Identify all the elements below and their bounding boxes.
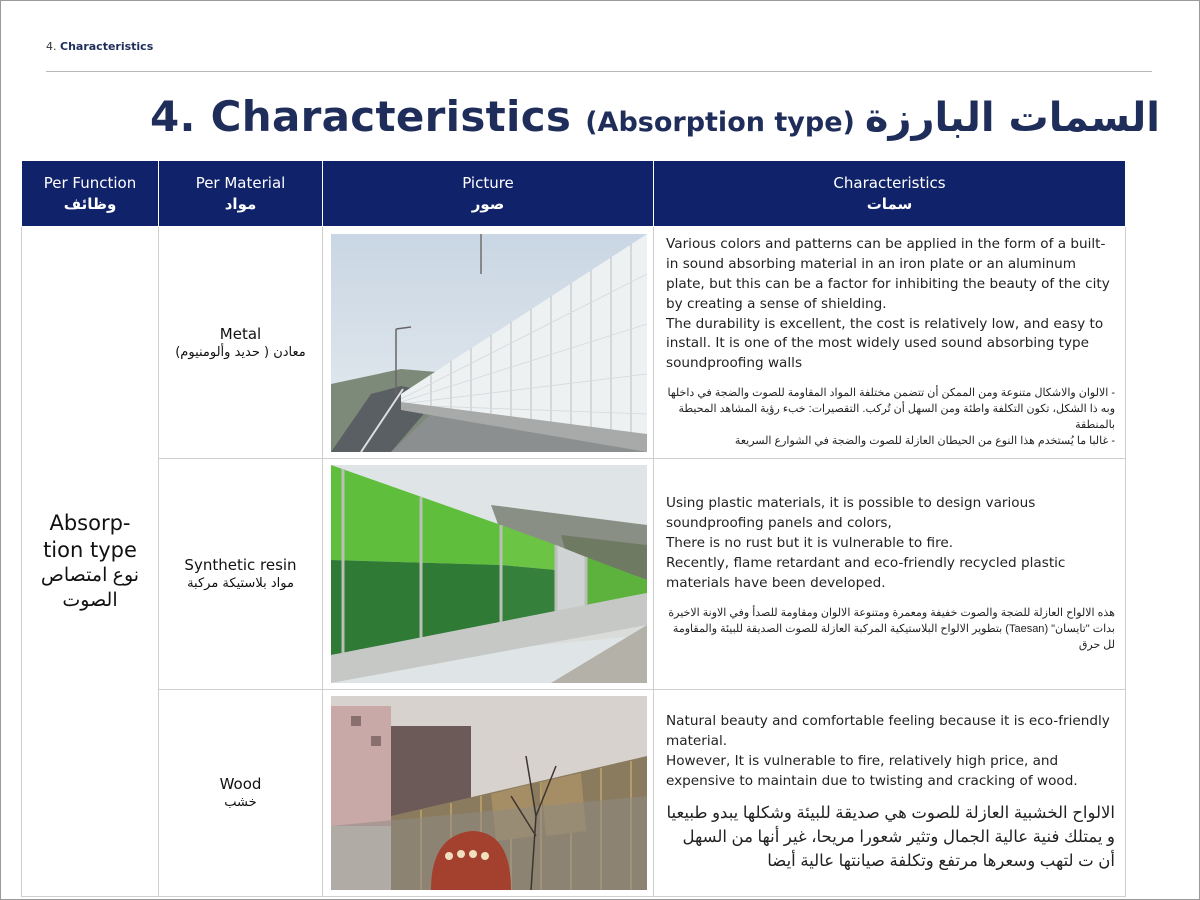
page-title [0,92,1160,141]
table-header-row [22,161,1126,227]
resin-desc-en: Using plastic materials, it is possible to design various soundproofing panels and colors, There is no rust but it is vulnerable to fire. Recently, flame retardant and eco-friendly recycled plastic materials have been developed. [666,495,1066,591]
function-cell: Absorp- tion type نوع امتصاص الصوت [22,227,159,897]
resin-soundproof-wall-photo [331,465,647,683]
header-divider [46,71,1152,72]
section-name: Characteristics [60,40,154,53]
title-sub: (Absorption type) [585,107,855,138]
characteristics-table [21,160,1126,897]
wood-desc-en: Natural beauty and comfortable feeling because it is eco-friendly material. However, It is vulnerable to fire, relatively high price, and expensive to maintain due to twisting and cracking of wood. [666,713,1110,789]
picture-cell-resin [323,459,654,690]
wood-soundproof-wall-photo [331,696,647,890]
metal-desc-en: Various colors and patterns can be applied in the form of a built-in sound absorbing material in an iron plate or an aluminum plate, but this can be a factor for inhibiting the beauty of the city by creating a sense of shielding. The durability is excellent, the cost is relatively low, and easy to install. It is one of the most widely used sound absorbing type soundproofing walls [666,236,1110,372]
characteristics-cell-metal [654,227,1126,459]
metal-soundproof-wall-photo [331,234,647,452]
col-header-material: Per Material مواد [159,161,323,227]
col-header-characteristics: Characteristics سمات [654,161,1126,227]
metal-desc-ar: - الالوان والاشكال متنوعة ومن الممكن أن تتضمن مختلفة المواد المقاومة للصوت والضجة في داخلها وبه ذا الشكل، تكون التكلفة واطئة ومن السهل أن تُركب. التقصيرات: خبء رؤية المشاهد المحيطة بالمنطقة - غالبا ما يُستخدم هذا النوع من الحيطان العازلة للصوت والضجة في الشوارع السريعة [667,387,1115,447]
title-main: 4. Characteristics [149,92,572,141]
col-header-function: Per Function وظائف [22,161,159,227]
material-cell-wood: Wood خشب [159,690,323,897]
section-label: 4. Characteristics [46,40,154,53]
material-cell-metal: Metal معادن ( حديد وألومنيوم) [159,227,323,459]
col-header-picture: Picture صور [323,161,654,227]
characteristics-cell-resin [654,459,1126,690]
wood-desc-ar: الالواح الخشبية العازلة للصوت هي صديقة للبيئة وشكلها يبدو طبيعيا و يمتلك فنية عالية الجمال وتثير شعورا مريحا، غير أنها من السهل أن ت لتهب وسعرها مرتفع وتكلفة صيانتها عالية أيضا [666,803,1115,870]
characteristics-cell-wood [654,690,1126,897]
material-cell-resin: Synthetic resin مواد بلاستيكة مركبة [159,459,323,690]
picture-cell-metal [323,227,654,459]
table-row [22,690,1126,897]
table-row [22,227,1126,459]
resin-desc-ar: هذه الالواح العازلة للضجة والصوت خفيفة ومعمرة ومتنوعة الالوان ومقاومة للصدأ وفي الاونة الاخيرة بدات "تايسان" (Taesan) بتطوير الالواح البلاستيكية المركبة العازلة للصوت الصديقة للبيئة والمقاومة لل حرق [668,606,1115,651]
table-row [22,459,1126,690]
title-arabic: السمات البارزة [864,95,1160,141]
picture-cell-wood [323,690,654,897]
